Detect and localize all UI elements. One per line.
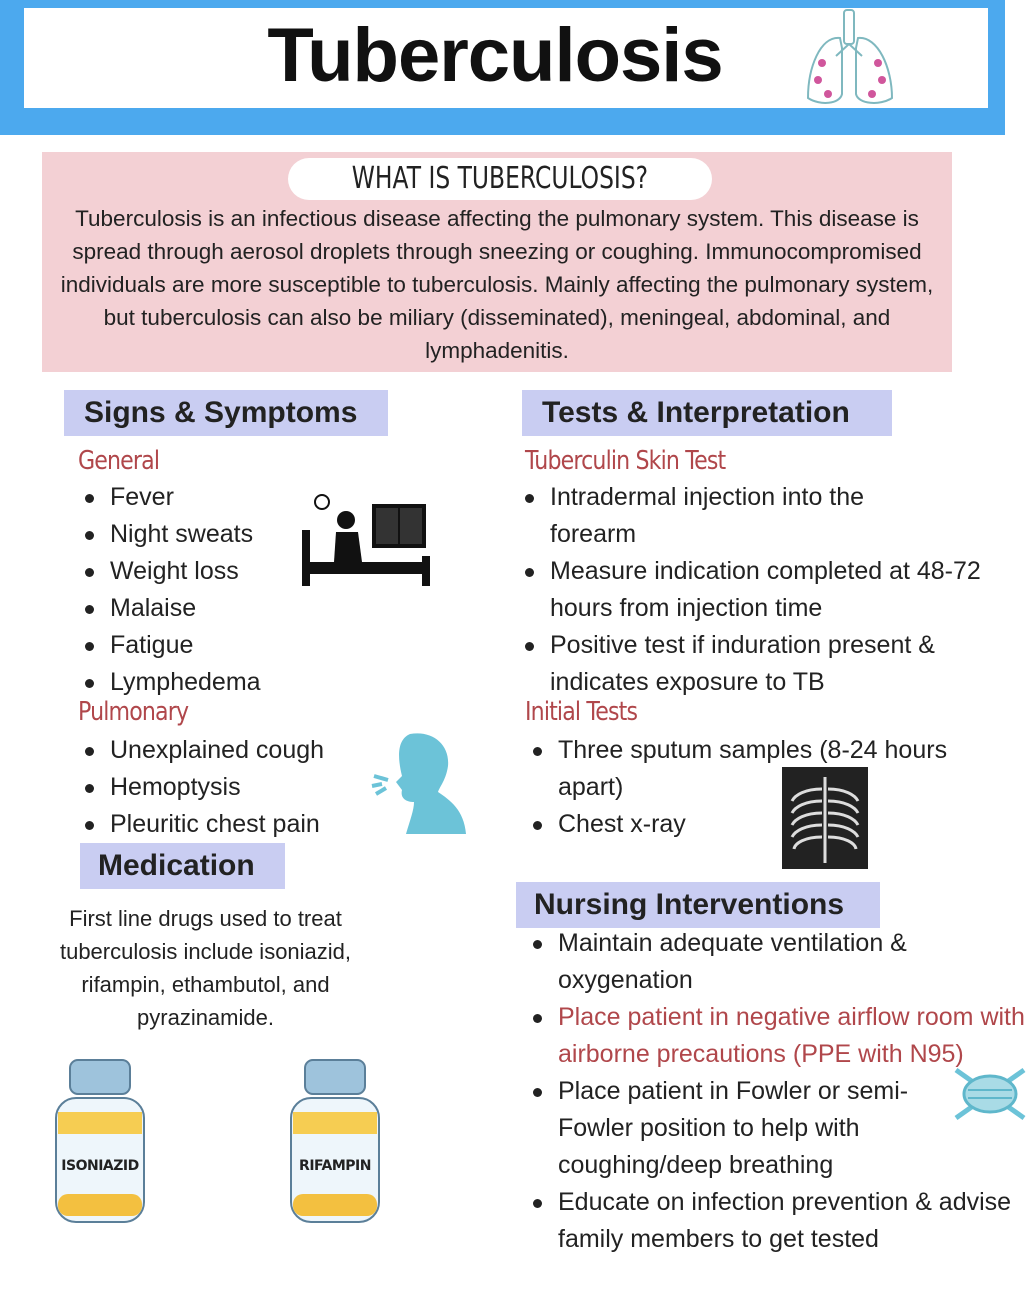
night-sweats-icon <box>300 490 432 588</box>
pill-bottle-icon <box>287 1058 383 1226</box>
pill-bottle-icon <box>52 1058 148 1226</box>
general-symptoms-list <box>82 479 322 701</box>
list-item: Three sputum samples (8-24 hours apart) <box>530 732 1005 806</box>
list-item: Chest x-ray <box>530 806 1005 843</box>
intro-heading <box>288 158 712 200</box>
list-item: Lymphedema <box>82 664 322 701</box>
pulmonary-symptoms-list <box>82 732 382 843</box>
pulmonary-subheading: Pulmonary <box>78 697 189 727</box>
list-item-highlighted: Place patient in negative airflow room with airborne precautions (PPE with N95) <box>530 999 1025 1073</box>
list-item: Fever <box>82 479 322 516</box>
page-title: Tuberculosis <box>267 13 723 98</box>
coughing-person-icon <box>370 730 468 836</box>
list-item: Educate on infection prevention & advise family members to get tested <box>530 1184 1025 1258</box>
rifampin-bottle <box>287 1058 383 1231</box>
list-item: Unexplained cough <box>82 732 382 769</box>
list-item: Positive test if induration present & indicates exposure to TB <box>522 627 992 701</box>
medication-text: First line drugs used to treat tuberculosis include isoniazid, rifampin, ethambutol, and pyrazinamide. <box>59 906 352 1030</box>
list-item: Intradermal injection into the forearm <box>522 479 922 553</box>
tests-heading: Tests & Interpretation <box>522 390 892 436</box>
bottle-label: ISONIAZID <box>61 1158 139 1174</box>
signs-heading: Signs & Symptoms <box>64 390 388 436</box>
medication-heading: Medication <box>80 843 285 889</box>
initial-tests-subheading: Initial Tests <box>525 697 638 727</box>
initial-tests-list <box>530 732 1005 843</box>
intro-text: Tuberculosis is an infectious disease affecting the pulmonary system. This disease is spread through aerosol droplets through sneezing or coughing. Immunocompromised individuals are more susceptible to tuberculosis. Mainly affecting the pulmonary system, but tuberculosis can also be miliary (disseminated), meningeal, abdominal, and lymphadenitis. <box>60 206 934 363</box>
list-item: Measure indication completed at 48-72 hours from injection time <box>522 553 1017 627</box>
skin-test-list <box>522 479 1022 701</box>
bottle-label: RIFAMPIN <box>299 1158 371 1174</box>
list-item: Pleuritic chest pain <box>82 806 382 843</box>
nursing-list <box>530 925 1025 1258</box>
nursing-heading: Nursing Interventions <box>516 882 880 928</box>
skin-test-subheading: Tuberculin Skin Test <box>525 446 726 476</box>
list-item: Maintain adequate ventilation & oxygenation <box>530 925 970 999</box>
list-item: Fatigue <box>82 627 322 664</box>
intro-heading-text: WHAT IS TUBERCULOSIS? <box>351 161 649 196</box>
list-item: Hemoptysis <box>82 769 382 806</box>
list-item: Place patient in Fowler or semi-Fowler position to help with coughing/deep breathing <box>530 1073 970 1184</box>
chest-xray-icon <box>780 765 870 871</box>
list-item: Night sweats <box>82 516 322 553</box>
isoniazid-bottle <box>52 1058 148 1231</box>
general-subheading: General <box>78 446 160 476</box>
list-item: Weight loss <box>82 553 322 590</box>
lungs-icon <box>800 8 900 108</box>
list-item: Malaise <box>82 590 322 627</box>
n95-mask-icon <box>952 1066 1028 1122</box>
